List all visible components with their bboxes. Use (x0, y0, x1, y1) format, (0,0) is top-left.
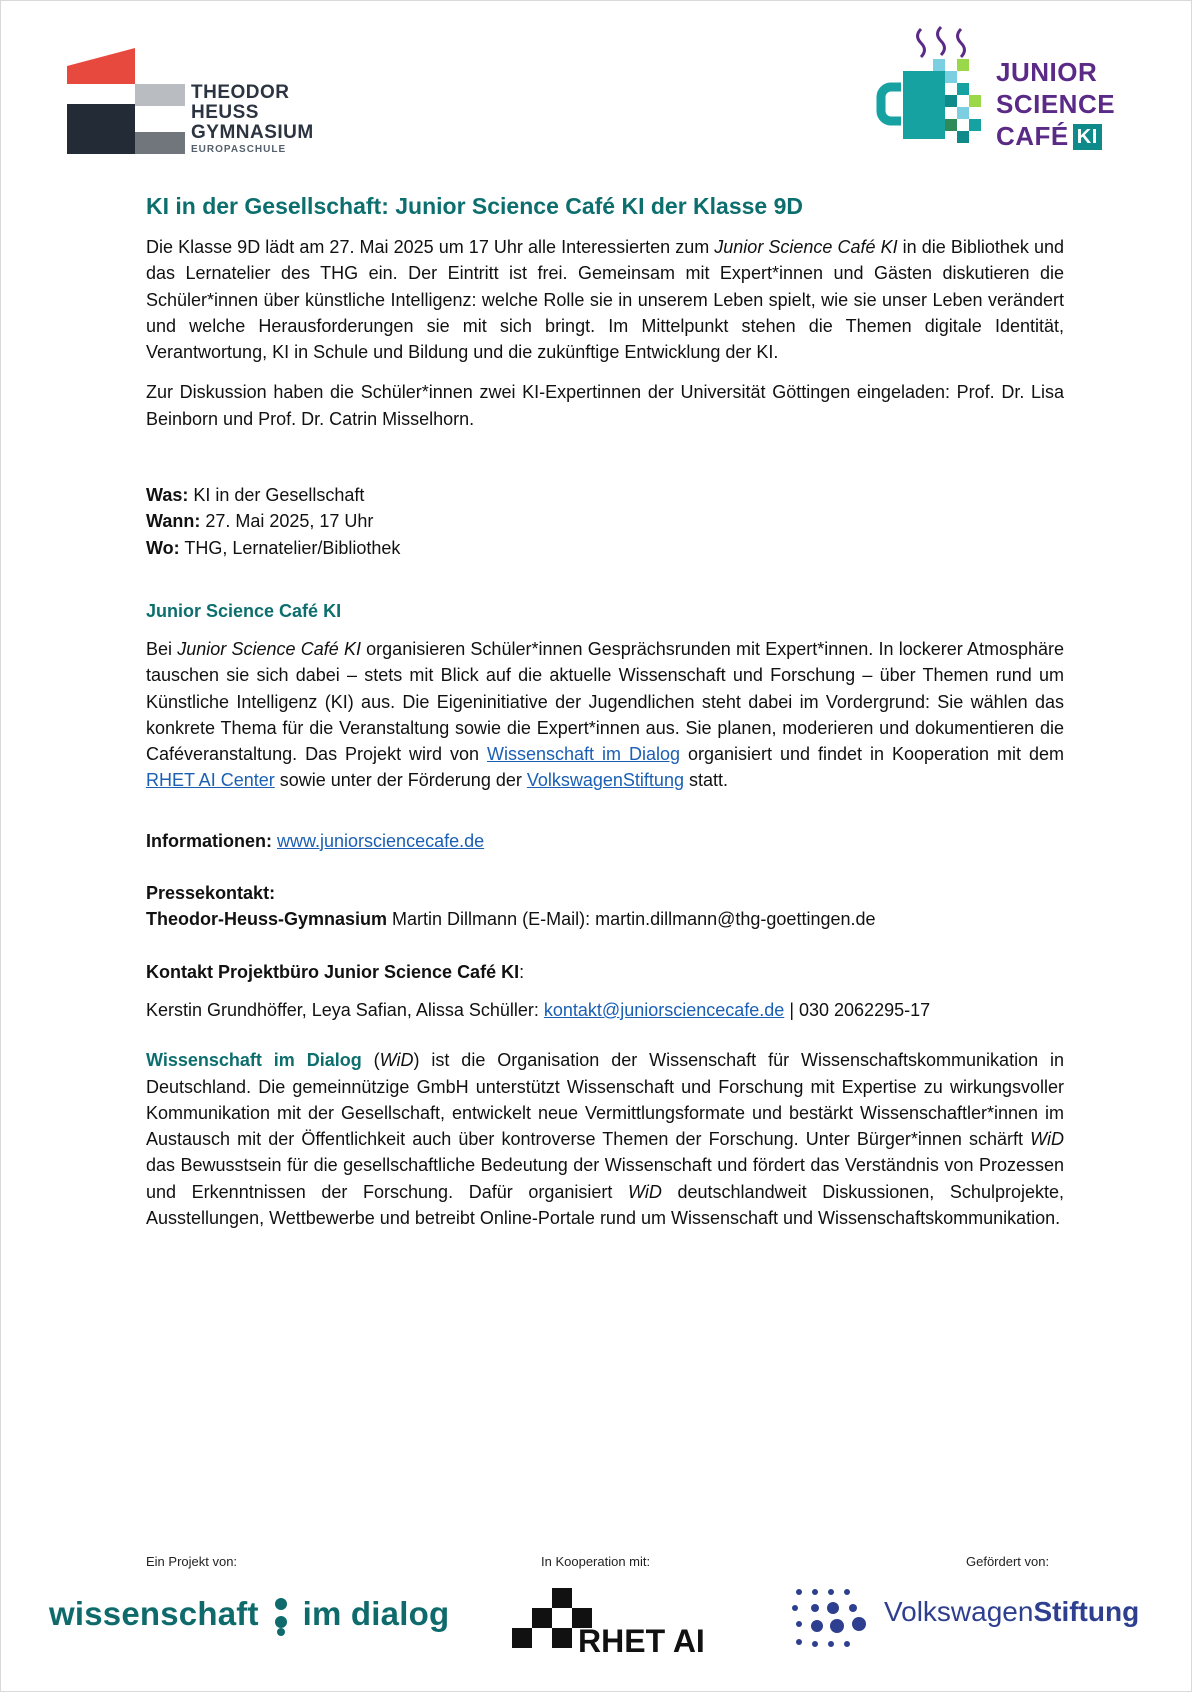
jsc-section-heading: Junior Science Café KI (146, 600, 342, 621)
wid-logo: wissenschaft im dialog (49, 1595, 449, 1636)
presse-block: Pressekontakt: Theodor-Heuss-Gymnasium Martin Dillmann (E-Mail): martin.dillmann@thg-goettingen.de (146, 883, 876, 930)
main-content (146, 193, 1064, 1245)
link-volkswagenstiftung[interactable]: VolkswagenStiftung (526, 770, 684, 791)
jsc-logo-text: JUNIOR SCIENCE CAFÉ KI (996, 57, 1116, 151)
volkswagenstiftung-logo-text: VolkswagenStiftung (884, 1596, 1140, 1627)
coffee-cup-icon (871, 21, 989, 151)
link-kontakt-email[interactable]: kontakt@juniorsciencecafe.de (543, 999, 785, 1020)
event-facts: Was: KI in der Gesellschaft Wann: 27. Mai 2025, 17 Uhr Wo: THG, Lernatelier/Bibliothek (146, 485, 401, 558)
thg-logo-mark (67, 48, 187, 156)
footer-label-projekt: Ein Projekt von: (146, 1554, 238, 1569)
ki-badge: KI (1073, 124, 1102, 150)
projekt-label: Kontakt Projektbüro Junior Science Café KI: (146, 961, 525, 982)
jsc-section-paragraph: Bei Junior Science Café KI organisieren Schüler*innen Gesprächsrunden mit Expert*innen. In lockerer Atmosphäre tauschen sie sich dabei – stets mit Blick auf die aktuelle Wissenschaft und Forschung – über Themen rund um Künstliche Intelligenz (KI) aus. Die Eigeninitiative der Jugendlichen steht dabei im Vordergrund: Sie wählen das konkrete Thema für die Veranstaltung sowie die Expert*innen aus. Sie planen, moderieren und dokumentieren die Caféveranstaltung. Das Projekt wird von Wissenschaft im Dialog organisiert und findet in Kooperation mit dem RHET AI Center sowie unter der Förderung der VolkswagenStiftung statt. (146, 638, 1064, 791)
link-rhet-ai-center[interactable]: RHET AI Center (146, 770, 275, 791)
rhet-ai-logo-text: RHET AI (578, 1623, 705, 1659)
info-line: Informationen: www.juniorsciencecafe.de (146, 830, 485, 851)
wid-dots-icon (273, 1596, 289, 1636)
wid-paragraph: Wissenschaft im Dialog (WiD) ist die Organisation der Wissenschaft für Wissenschaftskommunikation in Deutschland. Die gemeinnützige GmbH unterstützt Wissenschaft und Forschung mit Expertise zu wirkungsvoller Kommunikation mit der Gesellschaft, entwickelt neue Vermittlungsformate und bestärkt Wissenschaftler*innen im Austausch mit der Öffentlichkeit auch über kontroverse Themen der Forschung. Unter Bürger*innen schärft WiD das Bewusstsein für die gesellschaftliche Bedeutung der Wissenschaft und fördert das Verständnis von Prozessen und Erkenntnissen der Forschung. Dafür organisiert WiD deutschlandweit Diskussionen, Schulprojekte, Ausstellungen, Wettbewerbe und betreibt Online-Portale rund um Wissenschaft und Wissenschaftskommunikation. (146, 1050, 1065, 1229)
link-wissenschaft-im-dialog[interactable]: Wissenschaft im Dialog (487, 744, 680, 765)
volkswagenstiftung-dots-icon (791, 1586, 875, 1656)
intro-paragraph-1: Die Klasse 9D lädt am 27. Mai 2025 um 17 Uhr alle Interessierten zum Junior Science Café KI in die Bibliothek und das Lernatelier des THG ein. Der Eintritt ist frei. Gemeinsam mit Expert*innen und Gästen diskutieren die Schüler*innen über künstliche Intelligenz: welche Rolle sie in unserem Leben spielt, wie sie unser Leben verändert und welche Herausforderungen sie mit sich bringt. Im Mittelpunkt stehen die Themen digitale Identität, Verantwortung, KI in Schule und Bildung und die zukünftige Entwicklung der KI. (146, 237, 1064, 363)
link-juniorsciencecafe[interactable]: www.juniorsciencecafe.de (277, 830, 485, 851)
footer-label-foerderung: Gefördert von: (966, 1554, 1050, 1569)
page-title: KI in der Gesellschaft: Junior Science Café KI der Klasse 9D (146, 193, 804, 219)
thg-logo-subtext: EUROPASCHULE (191, 144, 287, 155)
thg-logo-text: THEODOR HEUSS GYMNASIUM (191, 82, 314, 143)
intro-paragraph-2: Zur Diskussion haben die Schüler*innen zwei KI-Expertinnen der Universität Göttingen eingeladen: Prof. Dr. Lisa Beinborn und Prof. Dr. Catrin Misselhorn. (146, 382, 1064, 429)
projekt-contact: Kerstin Grundhöffer, Leya Safian, Alissa Schüller: kontakt@juniorsciencecafe.de | 030 2062295-17 (146, 999, 931, 1020)
footer-label-kooperation: In Kooperation mit: (541, 1554, 651, 1569)
